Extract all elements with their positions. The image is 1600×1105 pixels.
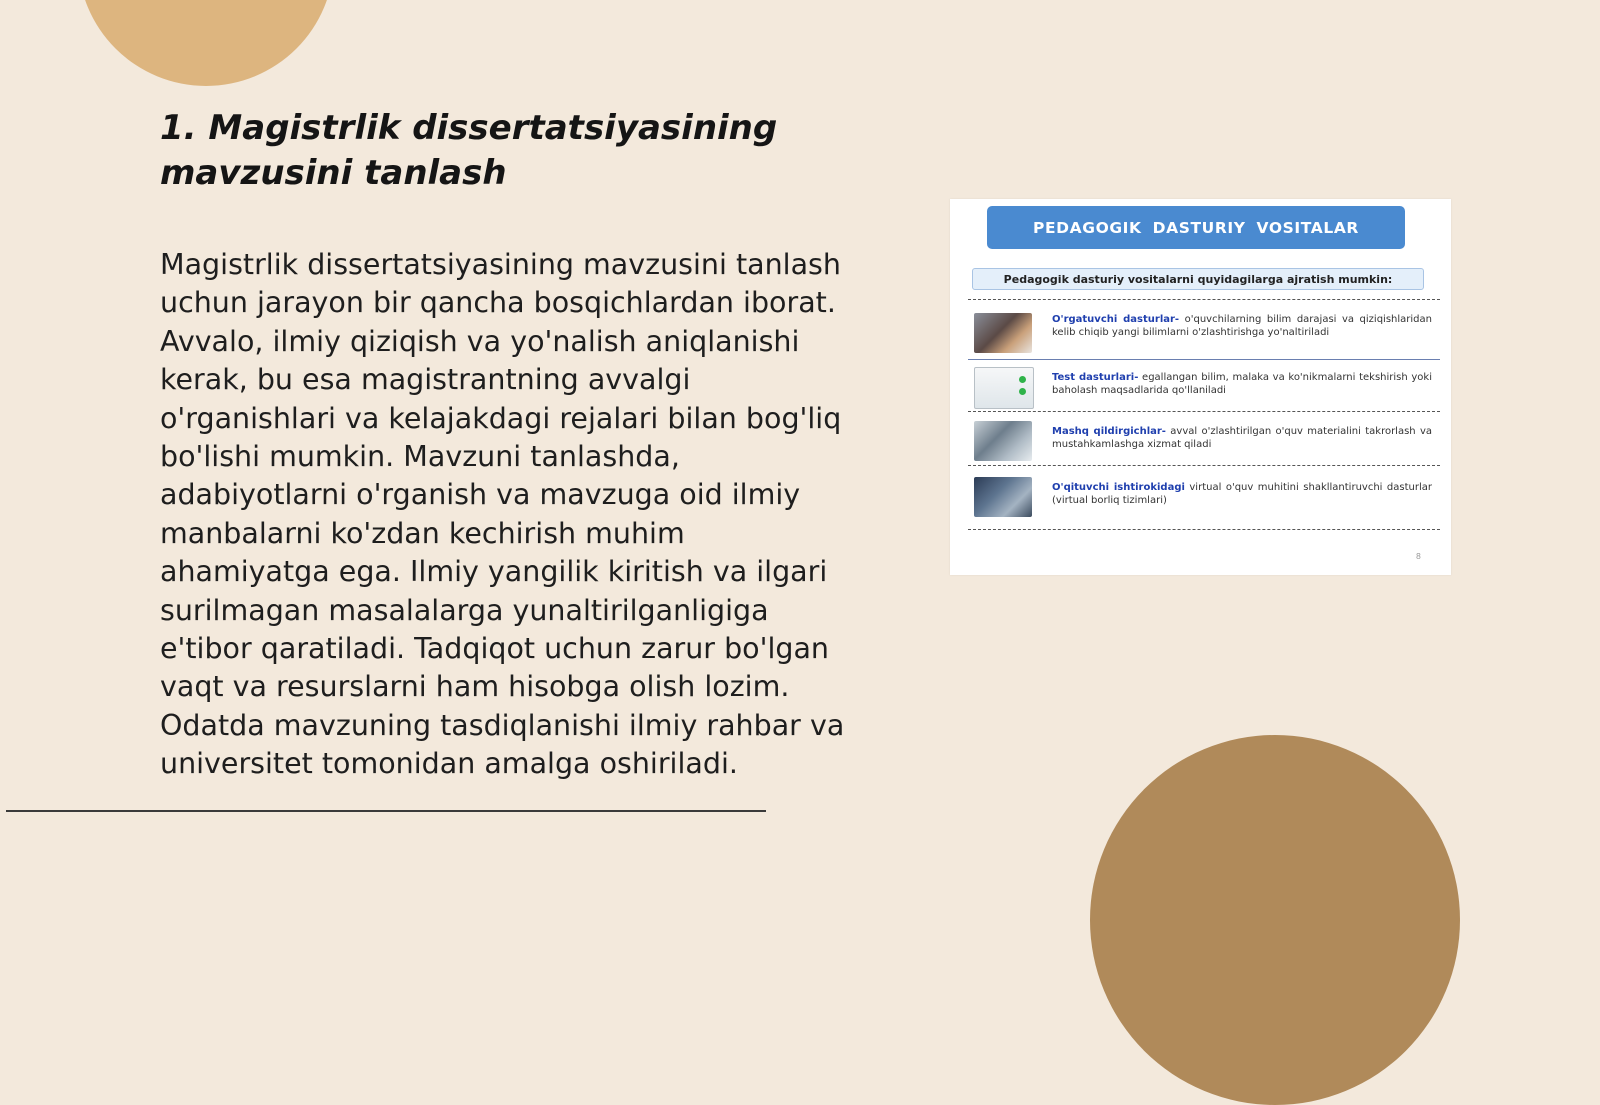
figure-divider	[968, 411, 1440, 412]
figure-row-text	[1052, 313, 1432, 339]
row-description: o'quvchilarning bilim darajasi va qiziqishlaridan kelib chiqib yangi bilimlarni o'zlashtirishga yo'naltiriladi	[1052, 314, 1432, 338]
row-description: avval o'zlashtirilgan o'quv materialini takrorlash va mustahkamlashga xizmat qiladi	[1052, 426, 1432, 450]
decorative-circle-bottom	[1090, 735, 1460, 1105]
classroom-image-icon	[974, 477, 1032, 517]
figure-row	[974, 309, 1436, 355]
slide-title: 1. Magistrlik dissertatsiyasining mavzusini tanlash	[160, 108, 778, 193]
row-description: virtual o'quv muhitini shakllantiruvchi dasturlar (virtual borliq tizimlari)	[1052, 482, 1432, 506]
row-term: Mashq qildirgichlar-	[1052, 426, 1166, 437]
figure-subheader: Pedagogik dasturiy vositalarni quyidagilarga ajratish mumkin:	[972, 268, 1424, 290]
slide-body-text: Magistrlik dissertatsiyasining mavzusini tanlash uchun jarayon bir qancha bosqichlardan iborat. Avvalo, ilmiy qiziqish va yo'nalish aniqlanishi kerak, bu esa magistrantning avvalgi o'rganishlari va kelajakdagi rejalari bilan bog'liq bo'lishi mumkin. Mavzuni tanlashda, adabiyotlarni o'rganish va mavzuga oid ilmiy manbalarni ko'zdan kechirish muhim ahamiyatga ega. Ilmiy yangilik kiritish va ilgari surilmagan masalalarga yunaltirilganligiga e'tibor qaratiladi. Tadqiqot uchun zarur bo'lgan vaqt va resurslarni ham hisobga olish lozim. Odatda mavzuning tasdiqlanishi ilmiy rahbar va universitet tomonidan amalga oshiriladi.	[160, 248, 845, 781]
row-description: egallangan bilim, malaka va ko'nikmalarni tekshirish yoki baholash maqsadlarida qo'llaniladi	[1052, 372, 1432, 396]
figure-row	[974, 363, 1436, 409]
figure-page-number: 8	[1415, 552, 1421, 561]
teaching-image-icon	[974, 313, 1032, 353]
figure-row-text	[1052, 481, 1432, 507]
row-term: Test dasturlari-	[1052, 372, 1139, 383]
test-window-image-icon	[974, 367, 1034, 409]
figure-divider	[968, 359, 1440, 360]
decorative-circle-top	[78, 0, 334, 86]
practice-image-icon	[974, 421, 1032, 461]
figure-divider	[968, 299, 1440, 300]
figure-row-text	[1052, 371, 1432, 397]
figure-row-text	[1052, 425, 1432, 451]
figure-row	[974, 417, 1436, 463]
row-term: O'qituvchi ishtirokidagi	[1052, 482, 1185, 493]
decorative-divider-line	[6, 810, 766, 812]
row-term: O'rgatuvchi dasturlar-	[1052, 314, 1180, 325]
embedded-figure	[950, 199, 1451, 575]
figure-divider	[968, 465, 1440, 466]
figure-divider	[968, 529, 1440, 530]
figure-header: PEDAGOGIK DASTURIY VOSITALAR	[987, 206, 1405, 249]
figure-row	[974, 473, 1436, 519]
